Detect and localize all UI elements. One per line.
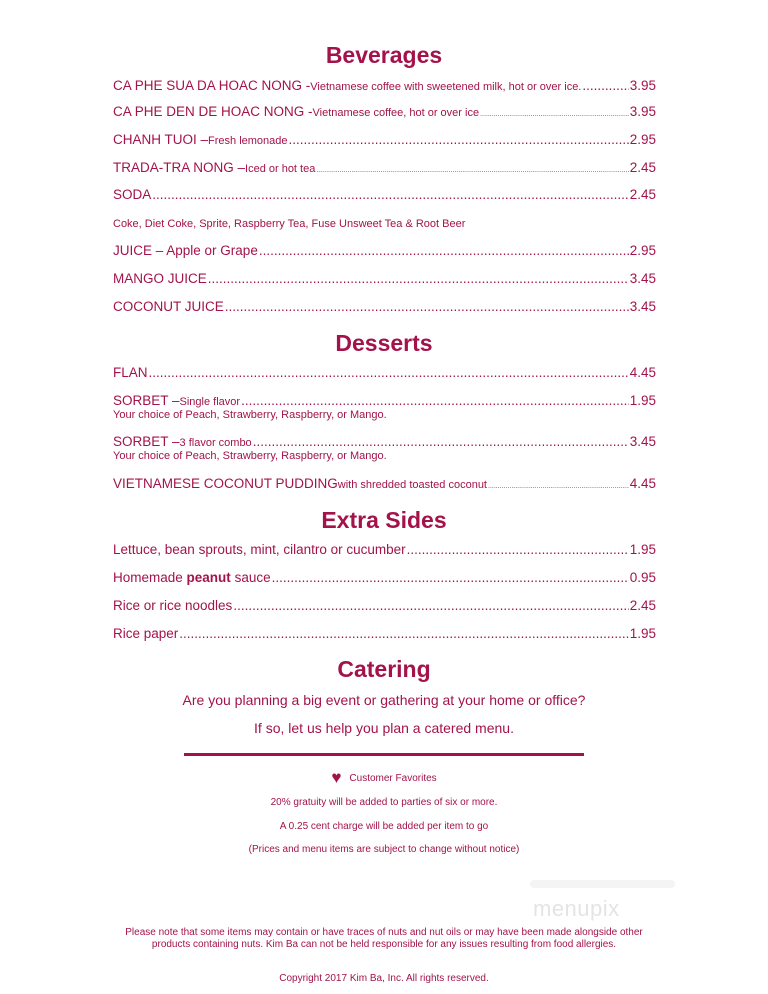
menu-item xyxy=(113,132,656,149)
item-price: 1.95 xyxy=(629,626,656,641)
item-name: Rice paper xyxy=(113,626,179,641)
item-name: Lettuce, bean sprouts, mint, cilantro or cucumber xyxy=(113,542,406,557)
dot-leader xyxy=(179,626,628,642)
menu-item xyxy=(113,434,656,451)
dot-leader xyxy=(259,243,629,259)
item-description: with shredded toasted coconut xyxy=(337,479,487,491)
item-name: CA PHE DEN DE HOAC NONG - xyxy=(113,104,313,119)
menu-item xyxy=(113,542,656,558)
dot-leader xyxy=(152,187,628,203)
item-price: 2.45 xyxy=(629,598,656,613)
dot-leader xyxy=(480,104,629,123)
menu-item xyxy=(113,271,656,287)
menu-item xyxy=(113,78,656,95)
dot-leader xyxy=(208,271,629,287)
to-go-note: A 0.25 cent charge will be added per item to go xyxy=(279,821,489,832)
menu-item xyxy=(113,299,656,315)
item-price: 2.95 xyxy=(629,132,656,147)
dot-leader xyxy=(272,570,629,586)
soda-note: Coke, Diet Coke, Sprite, Raspberry Tea, Fuse Unsweet Tea & Root Beer xyxy=(113,218,466,230)
item-name: FLAN xyxy=(113,365,148,380)
menu-item xyxy=(113,243,656,259)
menu-item xyxy=(113,476,656,495)
item-description: Vietnamese coffee with sweetened milk, hot or over ice. xyxy=(310,81,582,93)
item-price: 1.95 xyxy=(629,542,656,557)
item-price: 3.45 xyxy=(629,299,656,314)
catering-title: Catering xyxy=(337,656,431,682)
allergy-note-line-1: Please note that some items may contain or have traces of nuts and nut oils or may have been made alongside other xyxy=(125,927,643,938)
menu-item xyxy=(113,626,656,642)
item-description: Vietnamese coffee, hot or over ice xyxy=(312,107,480,119)
dot-leader xyxy=(582,78,628,94)
item-price: 1.95 xyxy=(629,393,656,408)
dot-leader xyxy=(253,434,629,450)
item-price: 3.45 xyxy=(629,271,656,286)
item-subtext: Your choice of Peach, Strawberry, Raspberry, or Mango. xyxy=(113,409,387,421)
heart-icon: ♥ xyxy=(331,768,342,787)
item-name: VIETNAMESE COCONUT PUDDING xyxy=(113,476,338,491)
item-name: SORBET – xyxy=(113,434,180,449)
item-price: 3.45 xyxy=(629,434,656,449)
item-name: CHANH TUOI – xyxy=(113,132,209,147)
allergy-note-line-2: products containing nuts. Kim Ba can not be held responsible for any issues resulting from food allergies. xyxy=(151,939,617,950)
watermark-bar xyxy=(530,880,675,888)
menu-item xyxy=(113,393,656,410)
item-price: 3.95 xyxy=(629,104,656,119)
item-name: SODA xyxy=(113,187,152,202)
menu-item xyxy=(113,570,656,586)
beverages-title: Beverages xyxy=(325,42,443,68)
dot-leader xyxy=(149,365,629,381)
item-name-prefix: Homemade xyxy=(113,570,187,585)
extra-sides-title: Extra Sides xyxy=(321,507,447,533)
item-subtext: Your choice of Peach, Strawberry, Raspberry, or Mango. xyxy=(113,450,387,462)
item-description: Fresh lemonade xyxy=(208,135,288,147)
menupix-watermark: menupix xyxy=(533,896,620,921)
desserts-title: Desserts xyxy=(335,330,433,356)
item-name-bold: peanut xyxy=(186,570,231,585)
menu-item xyxy=(113,598,656,614)
item-description: Iced or hot tea xyxy=(245,163,316,175)
item-price: 2.45 xyxy=(629,187,656,202)
favorites-label: Customer Favorites xyxy=(349,773,437,784)
copyright: Copyright 2017 Kim Ba, Inc. All rights reserved. xyxy=(279,973,489,984)
item-name: MANGO JUICE xyxy=(113,271,207,286)
dot-leader xyxy=(233,598,628,614)
dot-leader xyxy=(225,299,629,315)
item-description: Single flavor xyxy=(179,396,241,408)
item-name: CA PHE SUA DA HOAC NONG - xyxy=(113,78,311,93)
customer-favorites-legend xyxy=(0,768,768,788)
divider xyxy=(184,753,584,756)
menu-item xyxy=(113,160,656,179)
dot-leader xyxy=(488,476,629,495)
catering-line-2: If so, let us help you plan a catered menu. xyxy=(254,720,514,736)
dot-leader xyxy=(241,393,629,409)
dot-leader xyxy=(289,132,629,148)
item-name: SORBET – xyxy=(113,393,180,408)
item-price: 2.95 xyxy=(629,243,656,258)
gratuity-note: 20% gratuity will be added to parties of six or more. xyxy=(270,797,498,808)
item-price: 4.45 xyxy=(629,476,656,491)
item-name: JUICE – Apple or Grape xyxy=(113,243,258,258)
item-price: 3.95 xyxy=(629,78,656,93)
catering-line-1: Are you planning a big event or gathering at your home or office? xyxy=(182,692,586,708)
item-price: 2.45 xyxy=(629,160,656,175)
item-name: COCONUT JUICE xyxy=(113,299,224,314)
dot-leader xyxy=(407,542,629,558)
item-name: Rice or rice noodles xyxy=(113,598,233,613)
item-name-suffix: sauce xyxy=(230,570,271,585)
item-name: TRADA-TRA NONG – xyxy=(113,160,246,175)
menu-item xyxy=(113,187,656,203)
item-price: 4.45 xyxy=(629,365,656,380)
dot-leader xyxy=(316,160,628,179)
menu-item xyxy=(113,104,656,123)
price-change-note: (Prices and menu items are subject to change without notice) xyxy=(248,844,520,855)
item-price: 0.95 xyxy=(629,570,656,585)
menu-item xyxy=(113,365,656,381)
item-name xyxy=(113,570,271,586)
item-description: 3 flavor combo xyxy=(179,437,252,449)
